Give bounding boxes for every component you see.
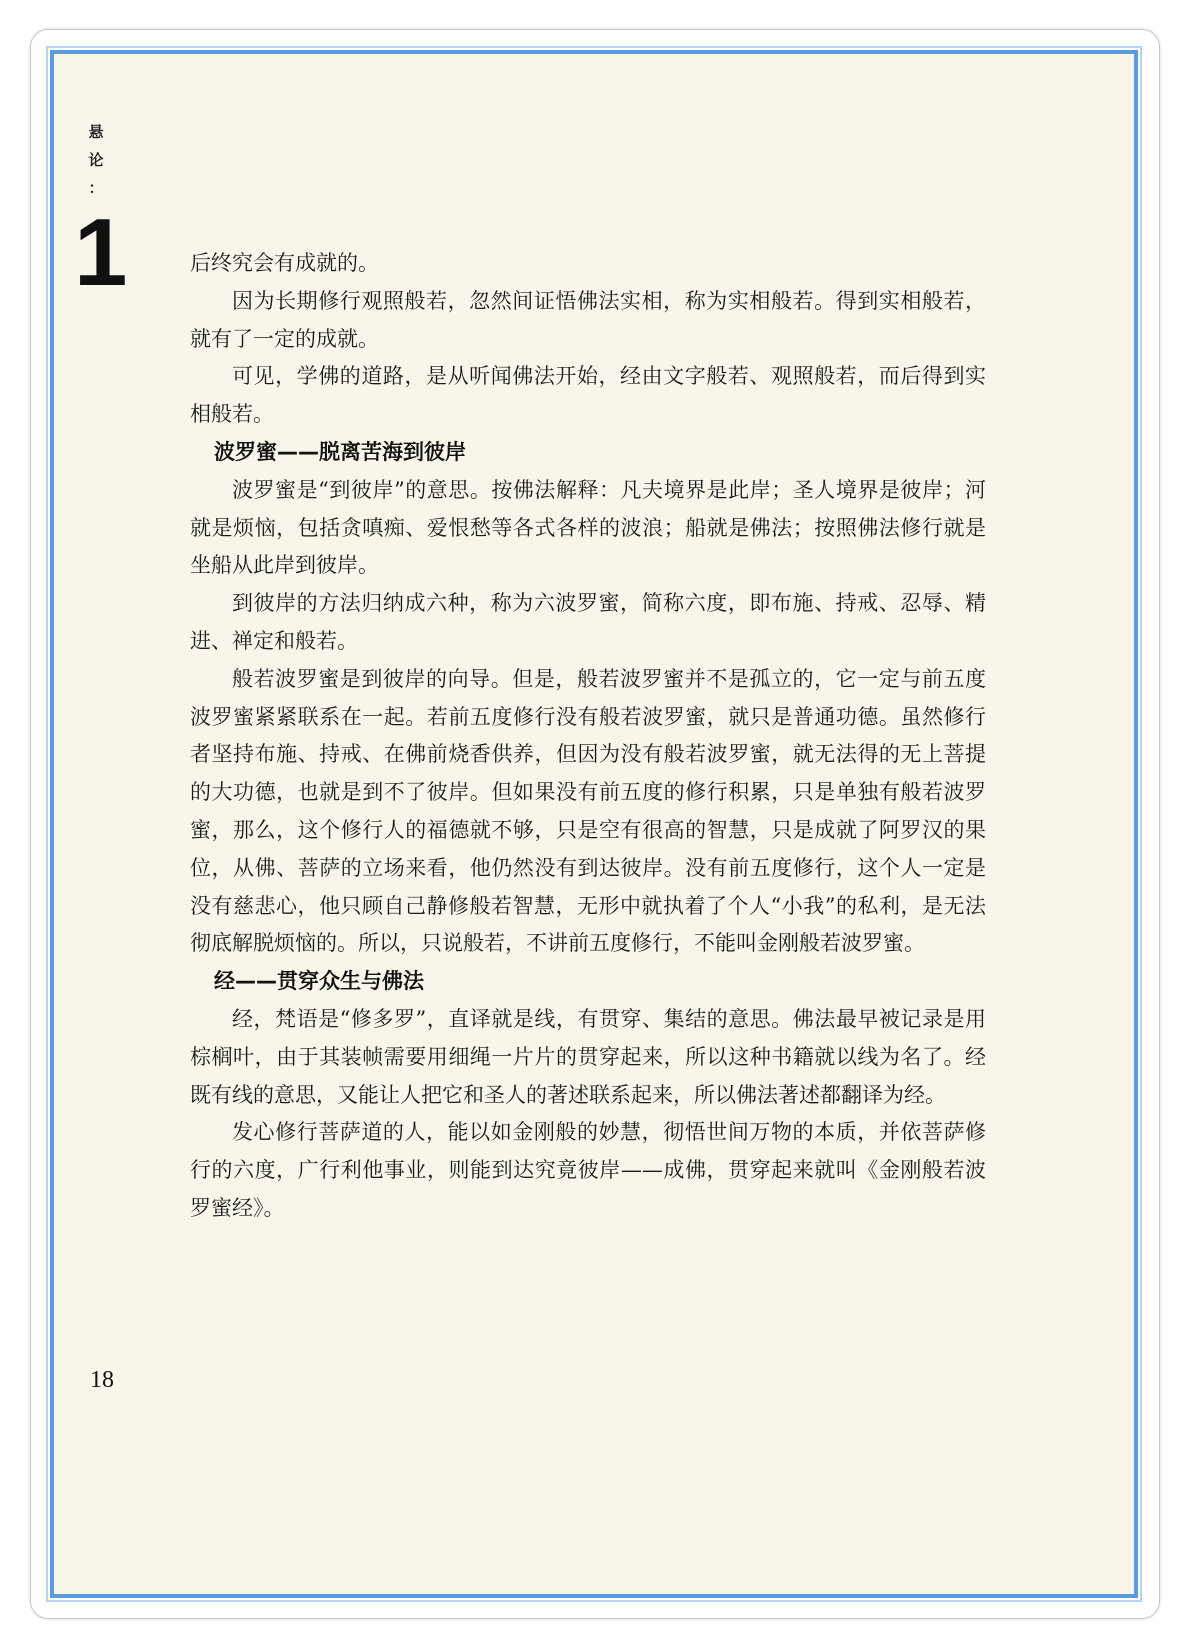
section-label-char: 悬 (88, 123, 104, 141)
paragraph: 发心修行菩萨道的人，能以如金刚般的妙慧，彻悟世间万物的本质，并依菩萨修行的六度，广行利他事业，则能到达究竟彼岸——成佛，贯穿起来就叫《金刚般若波罗蜜经》。 (190, 1120, 986, 1220)
chapter-number: 1 (74, 199, 126, 306)
section-label (84, 118, 108, 202)
paragraph: 因为长期修行观照般若，忽然间证悟佛法实相，称为实相般若。得到实相般若，就有了一定的成就。 (190, 288, 986, 351)
page-number: 18 (90, 1367, 114, 1393)
paragraph: 可见，学佛的道路，是从听闻佛法开始，经由文字般若、观照般若，而后得到实相般若。 (190, 364, 986, 427)
section-heading: 波罗蜜——脱离苦海到彼岸 (214, 439, 466, 464)
paragraph: 后终究会有成就的。 (190, 251, 379, 275)
section-heading: 经——贯穿众生与佛法 (214, 969, 424, 994)
paragraph: 到彼岸的方法归纳成六种，称为六波罗蜜，简称六度，即布施、持戒、忍辱、精进、禅定和般若。 (190, 591, 986, 653)
section-label-char: ： (88, 179, 104, 197)
paragraph: 波罗蜜是“到彼岸”的意思。按佛法解释：凡夫境界是此岸；圣人境界是彼岸；河就是烦恼，包括贪嗔痴、爱恨愁等各式各样的波浪；船就是佛法；按照佛法修行就是坐船从此岸到彼岸。 (190, 477, 986, 578)
paragraph: 经，梵语是“修多罗”，直译就是线，有贯穿、集结的意思。佛法最早被记录是用棕榈叶，由于其装帧需要用细绳一片片的贯穿起来，所以这种书籍就以线为名了。经既有线的意思，又能让人把它和圣人的著述联系起来，所以佛法著述都翻译为经。 (190, 1006, 986, 1107)
body-text (190, 245, 986, 1228)
section-label-char: 论 (88, 151, 104, 169)
paragraph: 般若波罗蜜是到彼岸的向导。但是，般若波罗蜜并不是孤立的，它一定与前五度波罗蜜紧紧联系在一起。若前五度修行没有般若波罗蜜，就只是普通功德。虽然修行者坚持布施、持戒、在佛前烧香供养，但因为没有般若波罗蜜，就无法得的无上菩提的大功德，也就是到不了彼岸。但如果没有前五度的修行积累，只是单独有般若波罗蜜，那么，这个修行人的福德就不够，只是空有很高的智慧，只是成就了阿罗汉的果位，从佛、菩萨的立场来看，他仍然没有到达彼岸。没有前五度修行，这个人一定是没有慈悲心，他只顾自己静修般若智慧，无形中就执着了个人“小我”的私利，是无法彻底解脱烦恼的。所以，只说般若，不讲前五度修行，不能叫金刚般若波罗蜜。 (190, 666, 986, 956)
